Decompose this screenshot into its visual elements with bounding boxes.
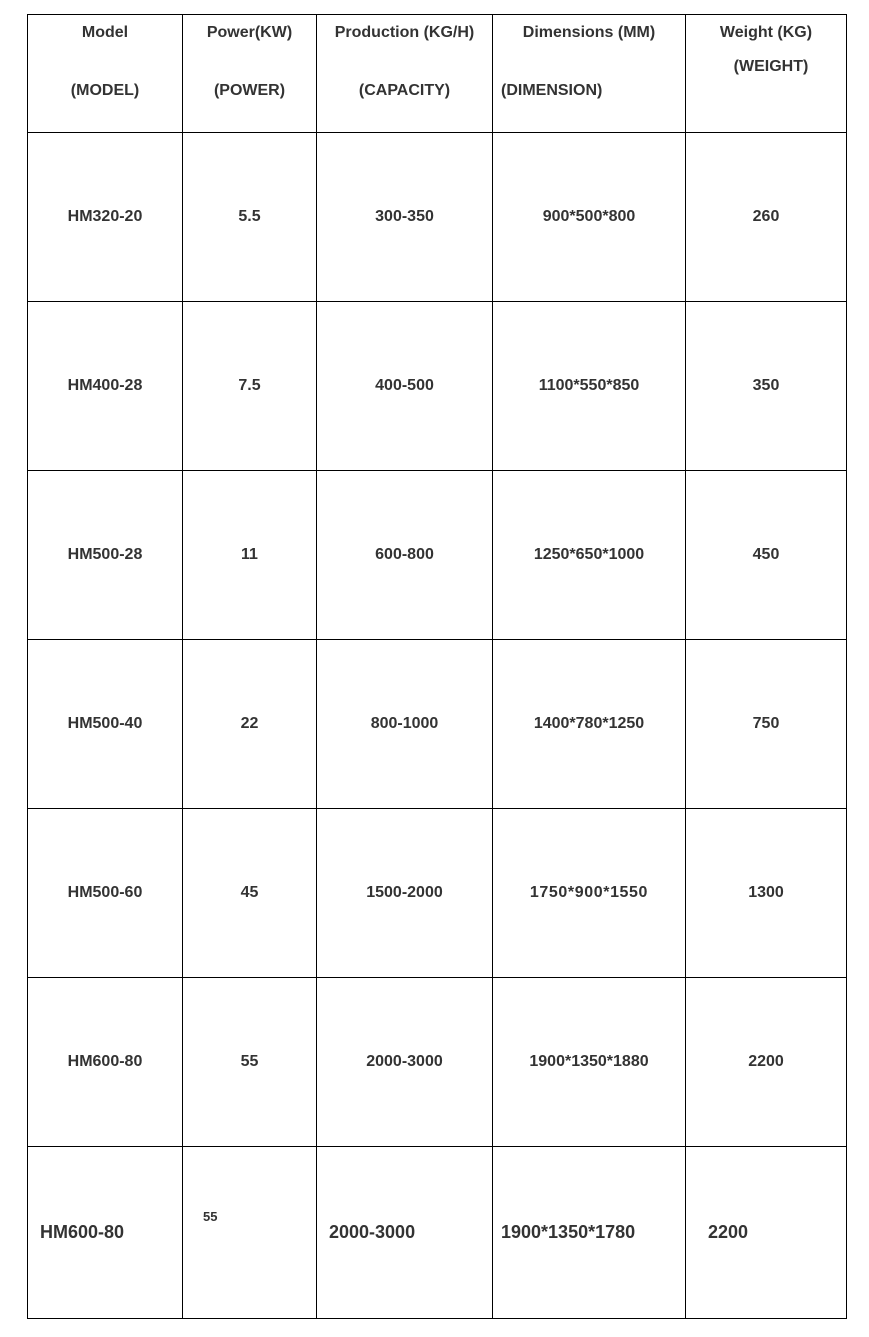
table-row	[28, 1147, 847, 1319]
cell-weight: 350	[686, 302, 847, 471]
cell-model: HM600-80	[28, 1147, 183, 1319]
cell-dimension: 1900*1350*1780	[493, 1147, 686, 1319]
cell-capacity: 800-1000	[317, 640, 493, 809]
table-row	[28, 978, 847, 1147]
cell-capacity: 300-350	[317, 133, 493, 302]
header-capacity-label: Production (KG/H)	[334, 24, 475, 41]
cell-model: HM400-28	[28, 302, 183, 471]
cell-dimension: 1900*1350*1880	[493, 978, 686, 1147]
cell-weight: 2200	[686, 1147, 847, 1319]
cell-power: 5.5	[183, 133, 317, 302]
cell-weight: 2200	[686, 978, 847, 1147]
header-dimension-sublabel: (DIMENSION)	[501, 82, 603, 99]
cell-power: 55	[183, 978, 317, 1147]
cell-dimension: 1750*900*1550	[493, 809, 686, 978]
cell-capacity: 600-800	[317, 471, 493, 640]
cell-weight: 1300	[686, 809, 847, 978]
cell-power: 7.5	[183, 302, 317, 471]
cell-dimension: 1100*550*850	[493, 302, 686, 471]
header-capacity-sublabel: (CAPACITY)	[358, 82, 451, 99]
cell-model: HM500-60	[28, 809, 183, 978]
header-power	[183, 15, 317, 133]
cell-model: HM500-40	[28, 640, 183, 809]
cell-dimension: 900*500*800	[493, 133, 686, 302]
cell-model: HM500-28	[28, 471, 183, 640]
header-weight-sublabel: (WEIGHT)	[733, 58, 809, 75]
cell-power: 11	[183, 471, 317, 640]
cell-model: HM600-80	[28, 978, 183, 1147]
cell-weight: 750	[686, 640, 847, 809]
cell-capacity: 2000-3000	[317, 1147, 493, 1319]
header-dimension-label: Dimensions (MM)	[522, 24, 656, 41]
table-row	[28, 471, 847, 640]
header-model-sublabel: (MODEL)	[70, 82, 140, 99]
cell-power: 22	[183, 640, 317, 809]
header-power-sublabel: (POWER)	[213, 82, 286, 99]
cell-weight: 450	[686, 471, 847, 640]
cell-capacity: 2000-3000	[317, 978, 493, 1147]
cell-weight: 260	[686, 133, 847, 302]
header-model	[28, 15, 183, 133]
cell-model: HM320-20	[28, 133, 183, 302]
table-header-row	[28, 15, 847, 133]
cell-capacity: 1500-2000	[317, 809, 493, 978]
table-row	[28, 640, 847, 809]
cell-power: 55	[183, 1147, 317, 1319]
table-row	[28, 809, 847, 978]
header-model-label: Model	[81, 24, 129, 41]
cell-capacity: 400-500	[317, 302, 493, 471]
header-weight-label: Weight (KG)	[719, 24, 813, 41]
table-row	[28, 133, 847, 302]
cell-power: 45	[183, 809, 317, 978]
specification-table	[27, 14, 847, 1319]
header-weight	[686, 15, 847, 133]
header-power-label: Power(KW)	[206, 24, 293, 41]
header-dimension	[493, 15, 686, 133]
cell-dimension: 1250*650*1000	[493, 471, 686, 640]
table-row	[28, 302, 847, 471]
header-capacity	[317, 15, 493, 133]
cell-dimension: 1400*780*1250	[493, 640, 686, 809]
